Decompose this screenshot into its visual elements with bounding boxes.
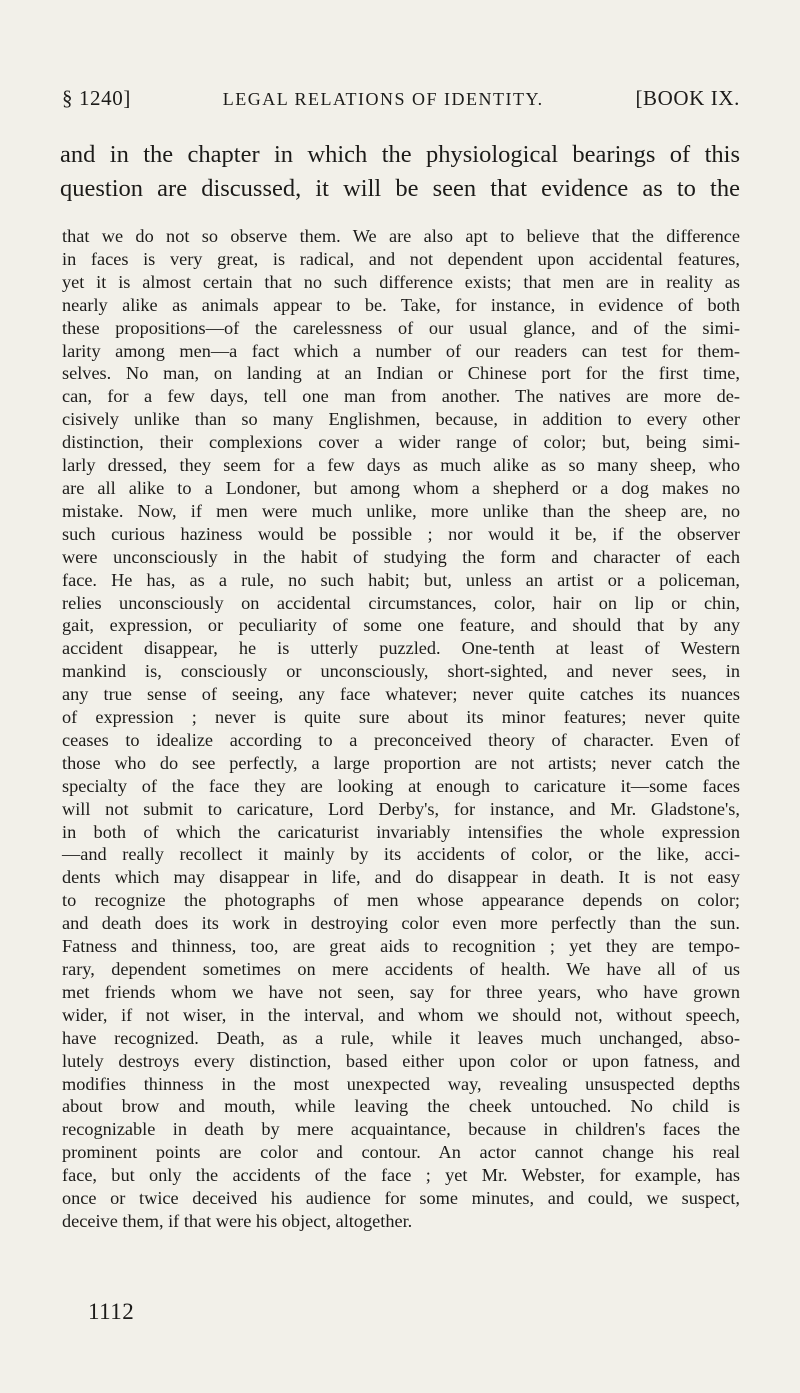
- body-line: rary, dependent sometimes on mere accidents of health. We have all of us: [62, 959, 740, 979]
- body-line: lutely destroys every distinction, based either upon color or upon fatness, and: [62, 1050, 740, 1071]
- body-line: wider, if not wiser, in the interval, and whom we should not, without speech,: [62, 1004, 740, 1025]
- body-line: larity among men—a fact which a number of our readers can test for them-: [62, 340, 740, 361]
- body-line: deceive them, if that were his object, altogether.: [62, 1210, 413, 1231]
- body-line: and death does its work in destroying color even more perfectly than the sun.: [62, 913, 740, 934]
- book-number: [BOOK IX.: [635, 86, 740, 110]
- body-line: cisively unlike than so many Englishmen, because, in addition to every other: [62, 409, 740, 430]
- body-line: prominent points are color and contour. An actor cannot change his real: [62, 1142, 740, 1163]
- body-line: relies unconsciously on accidental circumstances, color, hair on lip or chin,: [62, 592, 740, 613]
- body-line: face, but only the accidents of the face ; yet Mr. Webster, for example, has: [62, 1165, 740, 1186]
- body-line: recognizable in death by mere acquaintance, because in children's faces the: [62, 1119, 740, 1140]
- body-line: specialty of the face they are looking at enough to caricature it—some faces: [62, 775, 740, 796]
- body-line: dents which may disappear in life, and do disappear in death. It is not easy: [62, 867, 740, 888]
- body-line: gait, expression, or peculiarity of some one feature, and should that by any: [62, 615, 740, 636]
- body-line: accident disappear, he is utterly puzzled. One-tenth at least of Western: [62, 638, 740, 659]
- body-line: will not submit to caricature, Lord Derby's, for instance, and Mr. Gladstone's,: [62, 798, 740, 819]
- body-line: any true sense of seeing, any face whatever; never quite catches its nuances: [62, 684, 740, 705]
- body-line: nearly alike as animals appear to be. Take, for instance, in evidence of both: [62, 294, 740, 315]
- running-title: LEGAL RELATIONS OF IDENTITY.: [222, 89, 544, 109]
- body-line: to recognize the photographs of men whose appearance depends on color;: [62, 890, 740, 911]
- body-line: have recognized. Death, as a rule, while it leaves much unchanged, abso-: [62, 1027, 740, 1048]
- quoted-body-paragraph: [62, 225, 740, 1233]
- body-line: were unconsciously in the habit of studying the form and character of each: [62, 546, 740, 567]
- body-line: selves. No man, on landing at an Indian or Chinese port for the first time,: [62, 363, 740, 384]
- body-line: face. He has, as a rule, no such habit; but, unless an artist or a policeman,: [62, 569, 740, 590]
- body-line: modifies thinness in the most unexpected way, revealing unsuspected depths: [62, 1073, 740, 1094]
- page-number: 1112: [88, 1299, 135, 1324]
- running-header: [62, 86, 740, 111]
- lead-line: question are discussed, it will be seen that evidence as to the: [60, 175, 740, 202]
- body-line: in both of which the caricaturist invariably intensifies the whole expression: [62, 821, 740, 842]
- body-line: mankind is, consciously or unconsciously, short-sighted, and never sees, in: [62, 661, 740, 682]
- body-line: that we do not so observe them. We are also apt to believe that the difference: [62, 226, 740, 246]
- body-line: are all alike to a Londoner, but among whom a shepherd or a dog makes no: [62, 477, 740, 498]
- section-number: § 1240]: [62, 86, 131, 110]
- body-line: —and really recollect it mainly by its accidents of color, or the like, acci-: [62, 844, 740, 865]
- body-line: these propositions—of the carelessness of our usual glance, and of the simi-: [62, 317, 740, 338]
- body-line: of expression ; never is quite sure about its minor features; never quite: [62, 707, 740, 728]
- lead-line: and in the chapter in which the physiological bearings of this: [60, 141, 740, 168]
- body-line: in faces is very great, is radical, and not dependent upon accidental features,: [62, 248, 740, 269]
- body-line: met friends whom we have not seen, say for three years, who have grown: [62, 981, 740, 1002]
- body-line: Fatness and thinness, too, are great aids to recognition ; yet they are tempo-: [62, 936, 740, 957]
- body-line: ceases to idealize according to a preconceived theory of character. Even of: [62, 729, 740, 750]
- body-line: those who do see perfectly, a large proportion are not artists; never catch the: [62, 752, 740, 773]
- body-line: distinction, their complexions cover a wider range of color; but, being simi-: [62, 432, 740, 453]
- body-line: mistake. Now, if men were much unlike, more unlike than the sheep are, no: [62, 500, 740, 521]
- body-line: larly dressed, they seem for a few days as much alike as so many sheep, who: [62, 455, 740, 476]
- body-line: once or twice deceived his audience for some minutes, and could, we suspect,: [62, 1188, 740, 1209]
- lead-paragraph: [60, 138, 740, 206]
- body-line: yet it is almost certain that no such difference exists; that men are in reality as: [62, 271, 740, 292]
- body-line: can, for a few days, tell one man from another. The natives are more de-: [62, 386, 740, 407]
- body-line: such curious haziness would be possible ; nor would it be, if the observer: [62, 523, 740, 544]
- body-line: about brow and mouth, while leaving the cheek untouched. No child is: [62, 1096, 740, 1117]
